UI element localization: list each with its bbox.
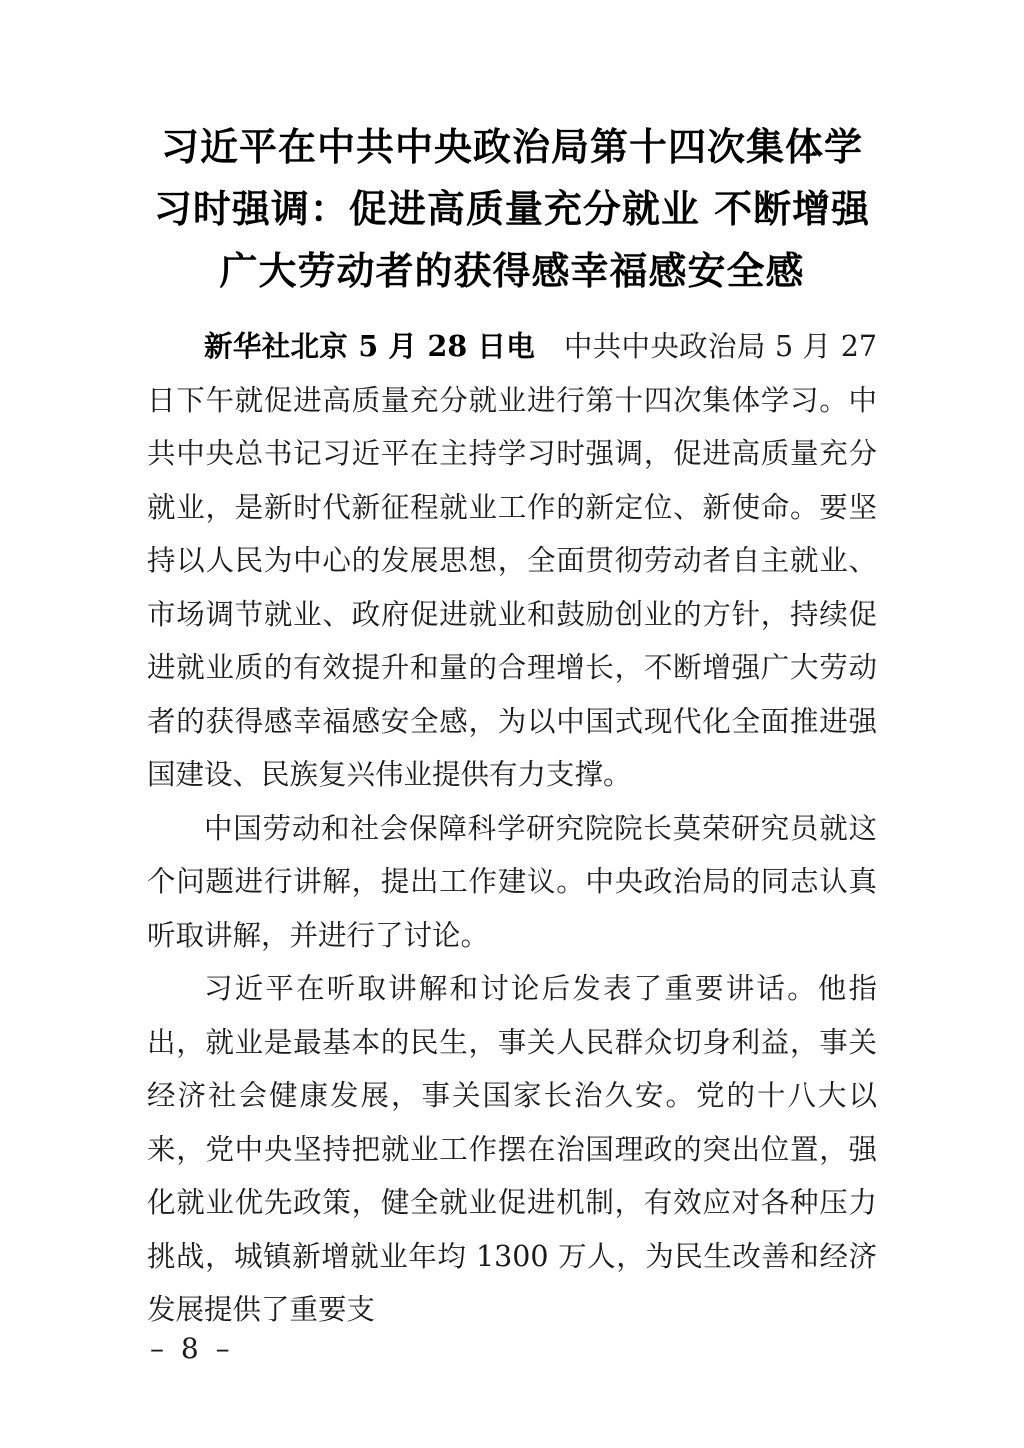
paragraph bbox=[147, 802, 877, 963]
article-title-line-1: 习近平在中共中央政治局第十四次集体学 bbox=[160, 124, 863, 169]
article-title bbox=[132, 116, 892, 302]
article-body bbox=[147, 320, 877, 1337]
article-title-line-3: 广大劳动者的获得感幸福感安全感 bbox=[219, 248, 805, 293]
page-number: – 8 – bbox=[150, 1332, 234, 1365]
paragraph-text: 中国劳动和社会保障科学研究院院长莫荣研究员就这个问题进行讲解，提出工作建议。中央政治局的同志认真听取讲解，并进行了讨论。 bbox=[147, 811, 877, 952]
paragraph-dateline bbox=[147, 320, 877, 802]
paragraph bbox=[147, 962, 877, 1337]
paragraph-text: 习近平在听取讲解和讨论后发表了重要讲话。他指出，就业是最基本的民生，事关人民群众切身利益，事关经济社会健康发展，事关国家长治久安。党的十八大以来，党中央坚持把就业工作摆在治国理政的突出位置，强化就业优先政策，健全就业促进机制，有效应对各种压力挑战，城镇新增就业年均 1300 万人，为民生改善和经济发展提供了重要支 bbox=[147, 972, 877, 1326]
dateline-bold: 新华社北京 5 月 28 日电 bbox=[204, 329, 536, 363]
paragraph-text: 中共中央政治局 5 月 27 日下午就促进高质量充分就业进行第十四次集体学习。中共中央总书记习近平在主持学习时强调，促进高质量充分就业，是新时代新征程就业工作的新定位、新使命。要坚持以人民为中心的发展思想，全面贯彻劳动者自主就业、市场调节就业、政府促进就业和鼓励创业的方针，持续促进就业质的有效提升和量的合理增长，不断增强广大劳动者的获得感幸福感安全感，为以中国式现代化全面推进强国建设、民族复兴伟业提供有力支撑。 bbox=[147, 330, 878, 791]
article-title-line-2: 习时强调：促进高质量充分就业 不断增强 bbox=[153, 186, 871, 231]
